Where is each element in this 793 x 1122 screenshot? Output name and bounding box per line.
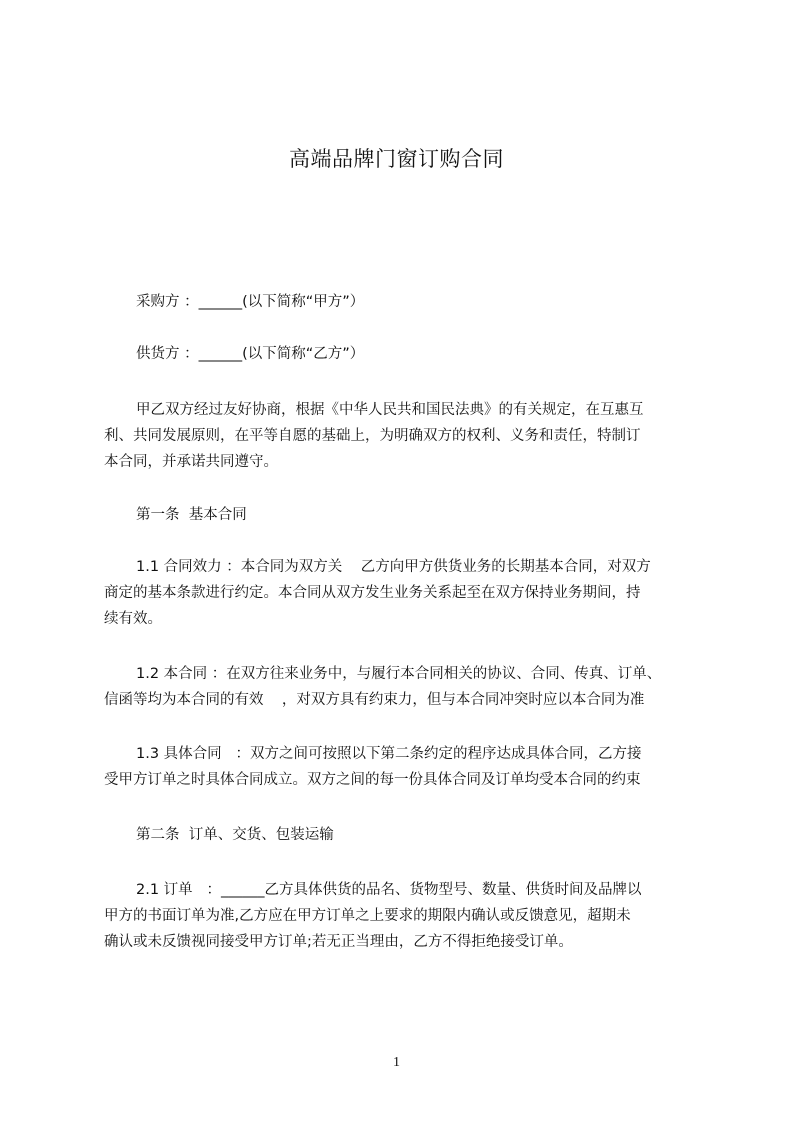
preamble-line: 甲乙双方经过友好协商，根据《中华人民共和国民法典》的有关规定，在互惠互 xyxy=(136,402,644,418)
buyer-line-text: 采购方 ：______(以下简称“甲方”） xyxy=(136,294,365,310)
preamble-line: 利、共同发展原则，在平等自愿的基础上，为明确双方的权利、义务和责任，特制订 xyxy=(104,428,641,444)
clause-1-2-line: 1.2 本合同 ：在双方往来业务中，与履行本合同相关的协议、合同、传真、订单、 xyxy=(136,666,662,682)
clause-1-1 xyxy=(104,554,704,632)
article-2-heading xyxy=(104,822,704,848)
preamble-line: 本合同，并承诺共同遵守。 xyxy=(104,454,278,470)
article-2-heading-text: 第二条 订单、交货、包装运输 xyxy=(136,827,334,843)
clause-1-2 xyxy=(104,661,704,713)
article-1-heading-text: 第一条 基本合同 xyxy=(136,507,247,523)
clause-1-3 xyxy=(104,741,704,793)
clause-1-1-line: 商定的基本条款进行约定。本合同从双方发生业务关系起至在双方保持业务期间，持 xyxy=(104,585,641,601)
clause-1-1-line: 续有效。 xyxy=(104,611,162,627)
page-number: 1 xyxy=(393,1055,400,1070)
clause-1-2-line: 信函等均为本合同的有效 ，对双方具有约束力，但与本合同冲突时应以本合同为准 xyxy=(104,692,645,708)
clause-1-3-line: 1.3 具体合同 ：双方之间可按照以下第二条约定的程序达成具体合同，乙方接 xyxy=(136,746,642,762)
buyer-line xyxy=(104,289,704,315)
clause-2-1 xyxy=(104,877,704,955)
clause-2-1-line: 甲方的书面订单为准,乙方应在甲方订单之上要求的期限内确认或反馈意见，超期未 xyxy=(104,908,631,924)
supplier-line xyxy=(104,341,704,367)
preamble-paragraph xyxy=(104,397,704,475)
article-1-heading xyxy=(104,502,704,528)
document-title: 高端品牌门窗订购合同 xyxy=(289,147,504,171)
clause-1-1-line: 1.1 合同效力 ：本合同为双方关 乙方向甲方供货业务的长期基本合同，对双方 xyxy=(136,559,651,575)
clause-1-3-line: 受甲方订单之时具体合同成立。双方之间的每一份具体合同及订单均受本合同的约束 xyxy=(104,772,641,788)
supplier-line-text: 供货方 ：______(以下简称“乙方”） xyxy=(136,346,365,362)
clause-2-1-line: 确认或未反馈视同接受甲方订单;若无正当理由，乙方不得拒绝接受订单。 xyxy=(104,934,573,950)
clause-2-1-line: 2.1 订单 ：______乙方具体供货的品名、货物型号、数量、供货时间及品牌以 xyxy=(136,882,642,898)
